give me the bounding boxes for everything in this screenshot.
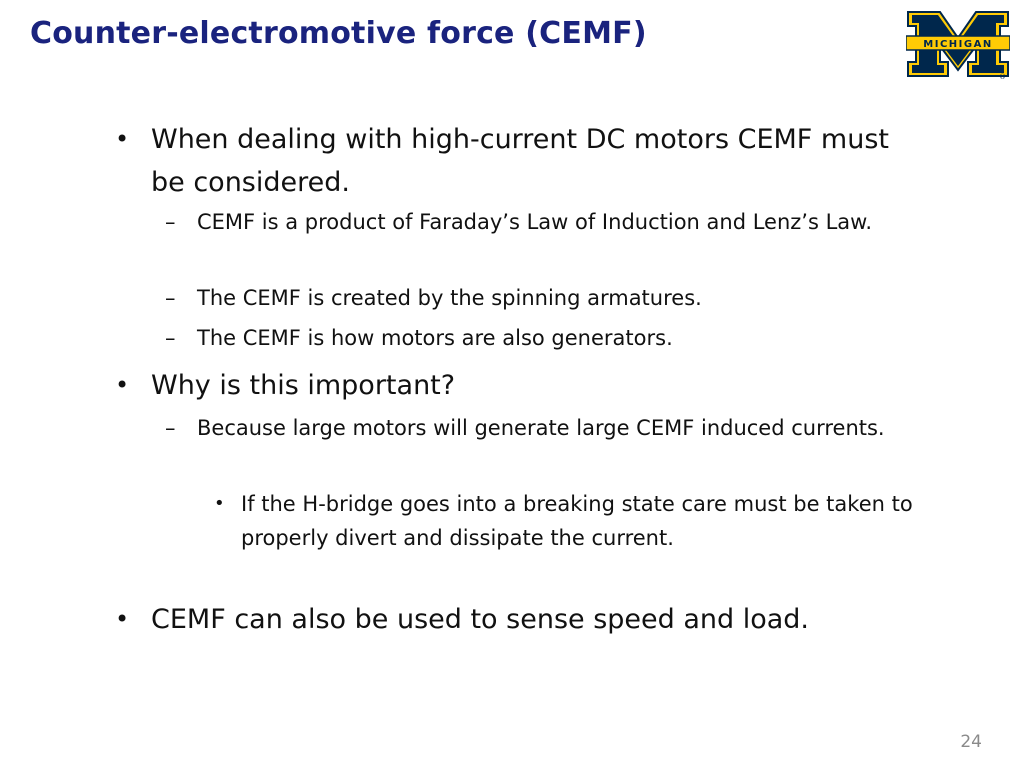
bullet-marker: • xyxy=(115,371,130,399)
slide-title: Counter-electromotive force (CEMF) xyxy=(30,16,647,51)
bullet-text: CEMF can also be used to sense speed and load. xyxy=(151,604,810,635)
logo-wordmark: MICHIGAN xyxy=(923,39,993,50)
bullet-text: Because large motors will generate large CEMF induced currents. xyxy=(197,416,885,440)
bullet-level1 xyxy=(115,118,915,204)
registered-mark: ® xyxy=(999,73,1006,80)
bullet-marker: • xyxy=(214,493,225,514)
bullet-level2 xyxy=(165,321,905,355)
bullet-text: Why is this important? xyxy=(151,370,456,401)
bullet-level2 xyxy=(165,411,905,445)
bullet-marker: • xyxy=(115,605,130,633)
dash-marker: – xyxy=(165,326,176,350)
bullet-level2 xyxy=(165,205,905,239)
page-number: 24 xyxy=(960,732,982,752)
bullet-level1 xyxy=(115,364,915,407)
bullet-level3 xyxy=(214,487,914,555)
dash-marker: – xyxy=(165,286,176,310)
bullet-level2 xyxy=(165,281,905,315)
dash-marker: – xyxy=(165,210,176,234)
bullet-level1 xyxy=(115,598,915,641)
bullet-text: When dealing with high-current DC motors CEMF must be considered. xyxy=(151,124,889,198)
bullet-text: If the H-bridge goes into a breaking state care must be taken to properly divert and dissipate the current. xyxy=(241,492,913,550)
dash-marker: – xyxy=(165,416,176,440)
bullet-text: The CEMF is created by the spinning armatures. xyxy=(197,286,702,310)
bullet-text: CEMF is a product of Faraday’s Law of Induction and Lenz’s Law. xyxy=(197,210,873,234)
bullet-text: The CEMF is how motors are also generators. xyxy=(197,326,673,350)
bullet-marker: • xyxy=(115,125,130,153)
